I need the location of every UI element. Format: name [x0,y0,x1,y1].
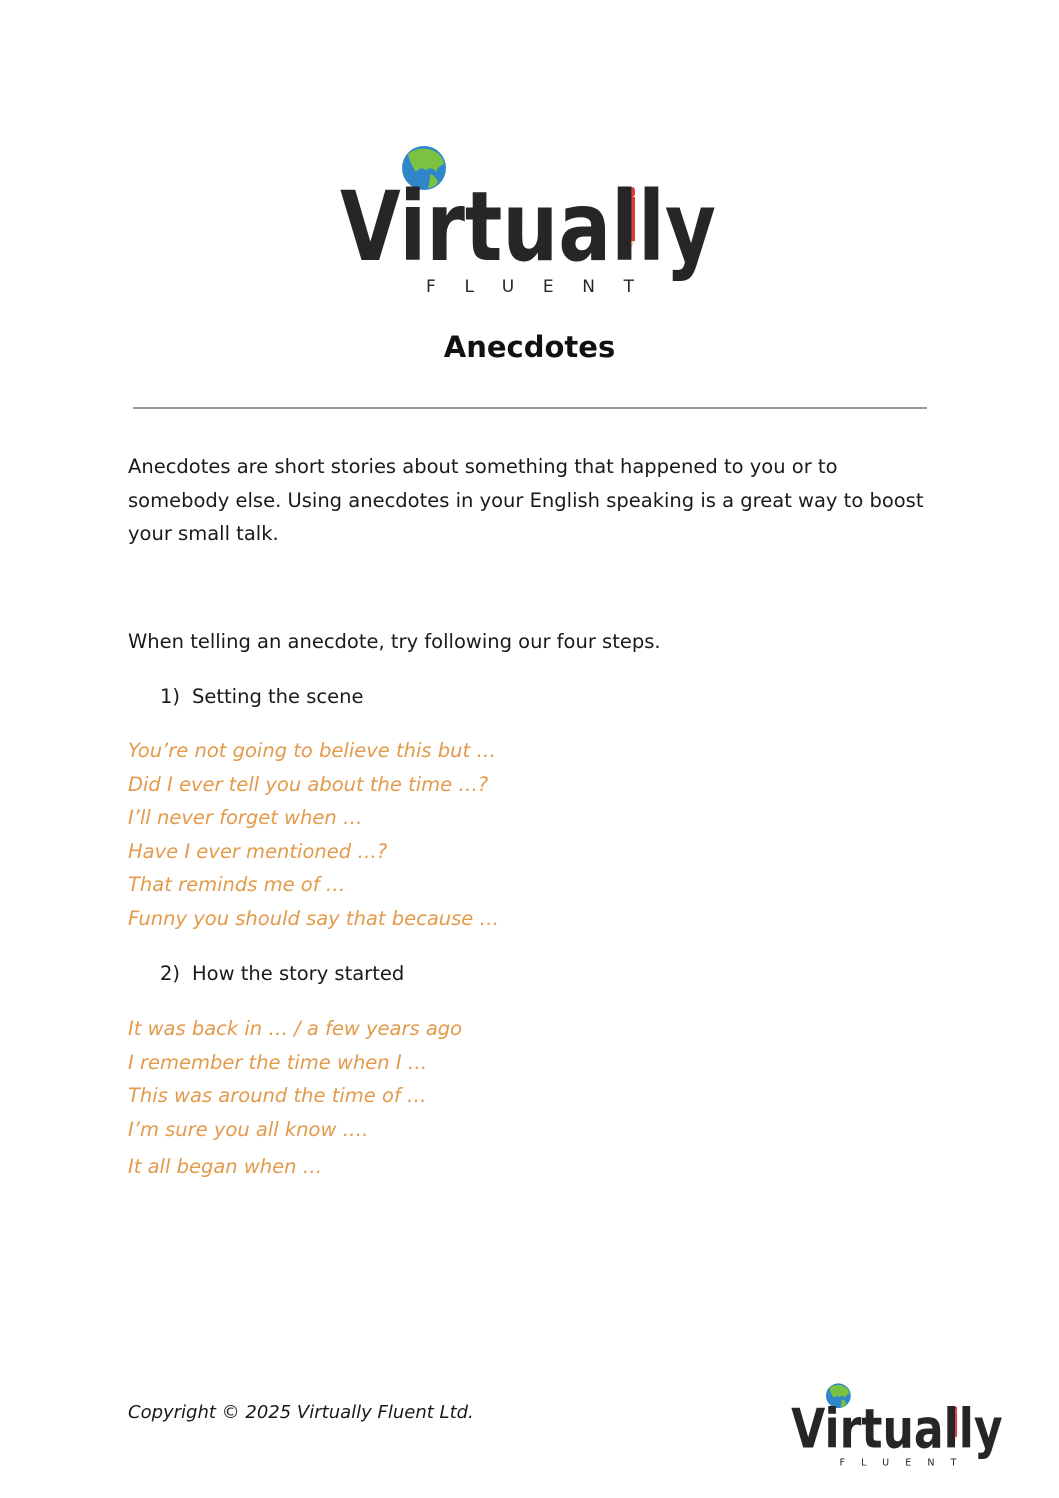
step-heading [160,958,404,990]
phrase-item: I’ll never forget when … [128,806,363,829]
phrase-item: I’m sure you all know …. [128,1117,369,1141]
step-title: How the story started [192,962,405,985]
phrase-item: This was around the time of … [128,1084,427,1107]
step-number: 1) [160,685,181,708]
phrase-item: It all began when … [128,1155,323,1178]
step-heading [160,681,363,713]
phrase-item: Have I ever mentioned …? [128,839,388,863]
phrase-item: Funny you should say that because … [128,906,499,930]
logo-subtitle: FLUENT [426,277,634,297]
virtually-fluent-logo [338,140,722,300]
phrase-item: Did I ever tell you about the time …? [128,772,489,796]
phrase-list [128,734,499,935]
logo-subtitle: FLUENT [839,1457,957,1469]
logo-wordmark: Virtually [340,171,716,283]
logo-wordmark: Virtually [791,1397,1003,1461]
page-title: Anecdotes [443,330,616,364]
lead-sentence: When telling an anecdote, try following our four steps. [128,630,661,653]
divider [133,407,927,409]
phrase-list [128,1012,462,1184]
intro-paragraph: Anecdotes are short stories about something that happened to you or to somebody else. Using anecdotes in your English speaking is a great way to boost your small talk. [128,455,924,545]
phrase-item: You’re not going to believe this but … [128,739,496,762]
step-title: Setting the scene [192,685,364,708]
phrase-item: That reminds me of … [128,873,346,896]
step-number: 2) [160,962,181,985]
phrase-item: It was back in … / a few years ago [128,1017,463,1040]
footer-logo [789,1380,1007,1470]
copyright-notice: Copyright © 2025 Virtually Fluent Ltd. [128,1402,474,1423]
phrase-item: I remember the time when I … [128,1050,428,1074]
